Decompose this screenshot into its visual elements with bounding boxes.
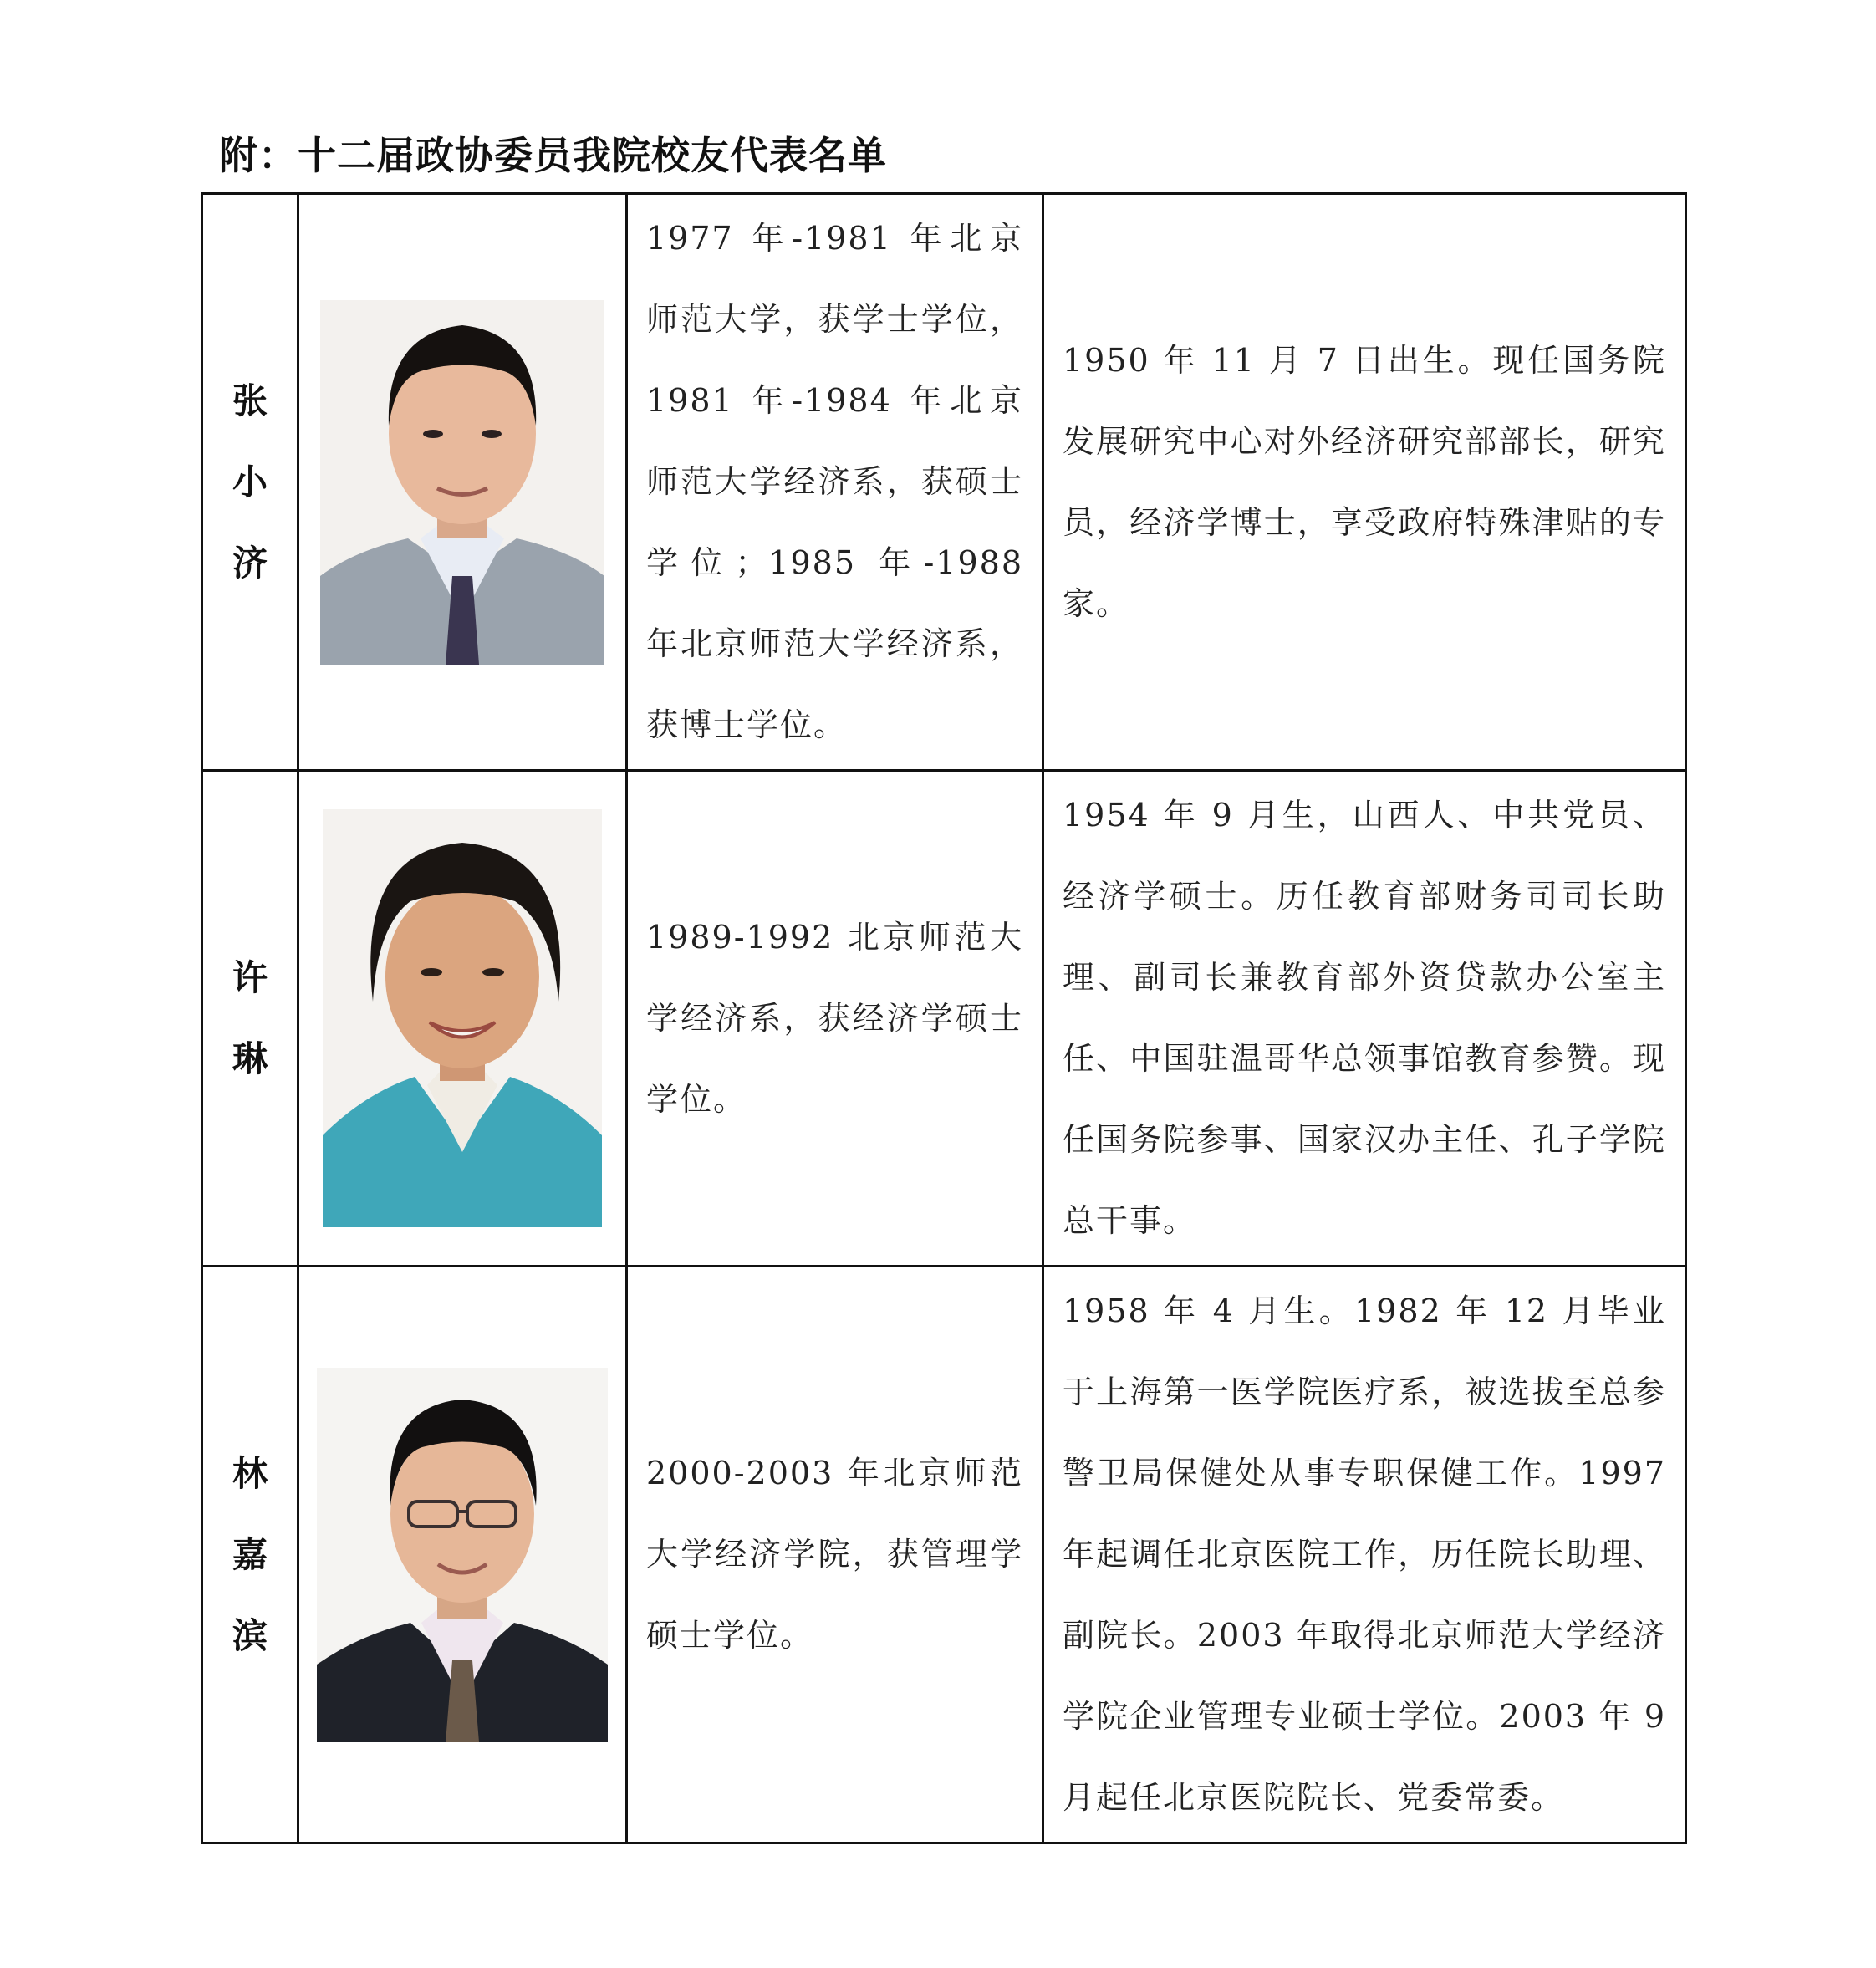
name-cell xyxy=(202,771,298,1267)
page-title: 附：十二届政协委员我院校友代表名单 xyxy=(219,133,887,178)
roster-table xyxy=(201,192,1687,1844)
member-name xyxy=(203,360,297,604)
bio-text: 1950 年 11 月 7 日出生。现任国务院发展研究中心对外经济研究部部长，研究员，经济学博士，享受政府特殊津贴的专家。 xyxy=(1063,341,1666,622)
education-cell xyxy=(627,771,1043,1267)
eye xyxy=(423,430,443,438)
education-text: 1989-1992 北京师范大学经济系，获经济学硕士学位。 xyxy=(646,918,1023,1118)
portrait-photo xyxy=(320,300,604,665)
bio-cell xyxy=(1043,1267,1686,1843)
bio-text: 1954 年 9 月生，山西人、中共党员、经济学硕士。历任教育部财务司司长助理、副司长兼教育部外资贷款办公室主任、中国驻温哥华总领事馆教育参赞。现任国务院参事、国家汉办主任、孔子学院总干事。 xyxy=(1063,797,1666,1239)
name-char: 嘉 xyxy=(232,1534,268,1575)
name-char: 许 xyxy=(232,957,268,998)
name-char: 滨 xyxy=(232,1615,268,1656)
face xyxy=(385,885,539,1068)
bio-cell xyxy=(1043,771,1686,1267)
photo-cell xyxy=(298,1267,627,1843)
member-name xyxy=(203,1433,297,1676)
photo-cell xyxy=(298,194,627,771)
name-char: 小 xyxy=(232,461,268,502)
name-char: 琳 xyxy=(232,1038,268,1079)
bio-cell xyxy=(1043,194,1686,771)
photo-cell xyxy=(298,771,627,1267)
eye xyxy=(482,968,504,976)
member-name xyxy=(203,937,297,1099)
name-cell xyxy=(202,194,298,771)
eye xyxy=(482,430,502,438)
table-row xyxy=(202,771,1686,1267)
name-char: 张 xyxy=(232,380,268,421)
education-text: 2000-2003 年北京师范大学经济学院，获管理学硕士学位。 xyxy=(646,1455,1023,1654)
portrait-photo xyxy=(317,1368,608,1742)
eye xyxy=(421,968,442,976)
table-row xyxy=(202,1267,1686,1843)
education-cell xyxy=(627,1267,1043,1843)
name-char: 林 xyxy=(232,1453,268,1494)
bio-text: 1958 年 4 月生。1982 年 12 月毕业于上海第一医学院医疗系，被选拔至总参警卫局保健处从事专职保健工作。1997 年起调任北京医院工作，历任院长助理、副院长。2003 年取得北京师范大学经济学院企业管理专业硕士学位。2003 年 9 月起任北京医院院长、党委常委。 xyxy=(1063,1292,1666,1816)
table-row xyxy=(202,194,1686,771)
name-cell xyxy=(202,1267,298,1843)
education-text: 1977 年-1981 年北京师范大学，获学士学位，1981 年-1984 年北京师范大学经济系，获硕士学位；1985 年-1988 年北京师范大学经济系，获博士学位。 xyxy=(646,220,1023,743)
education-cell xyxy=(627,194,1043,771)
name-char: 济 xyxy=(232,543,268,584)
portrait-photo xyxy=(323,809,602,1227)
